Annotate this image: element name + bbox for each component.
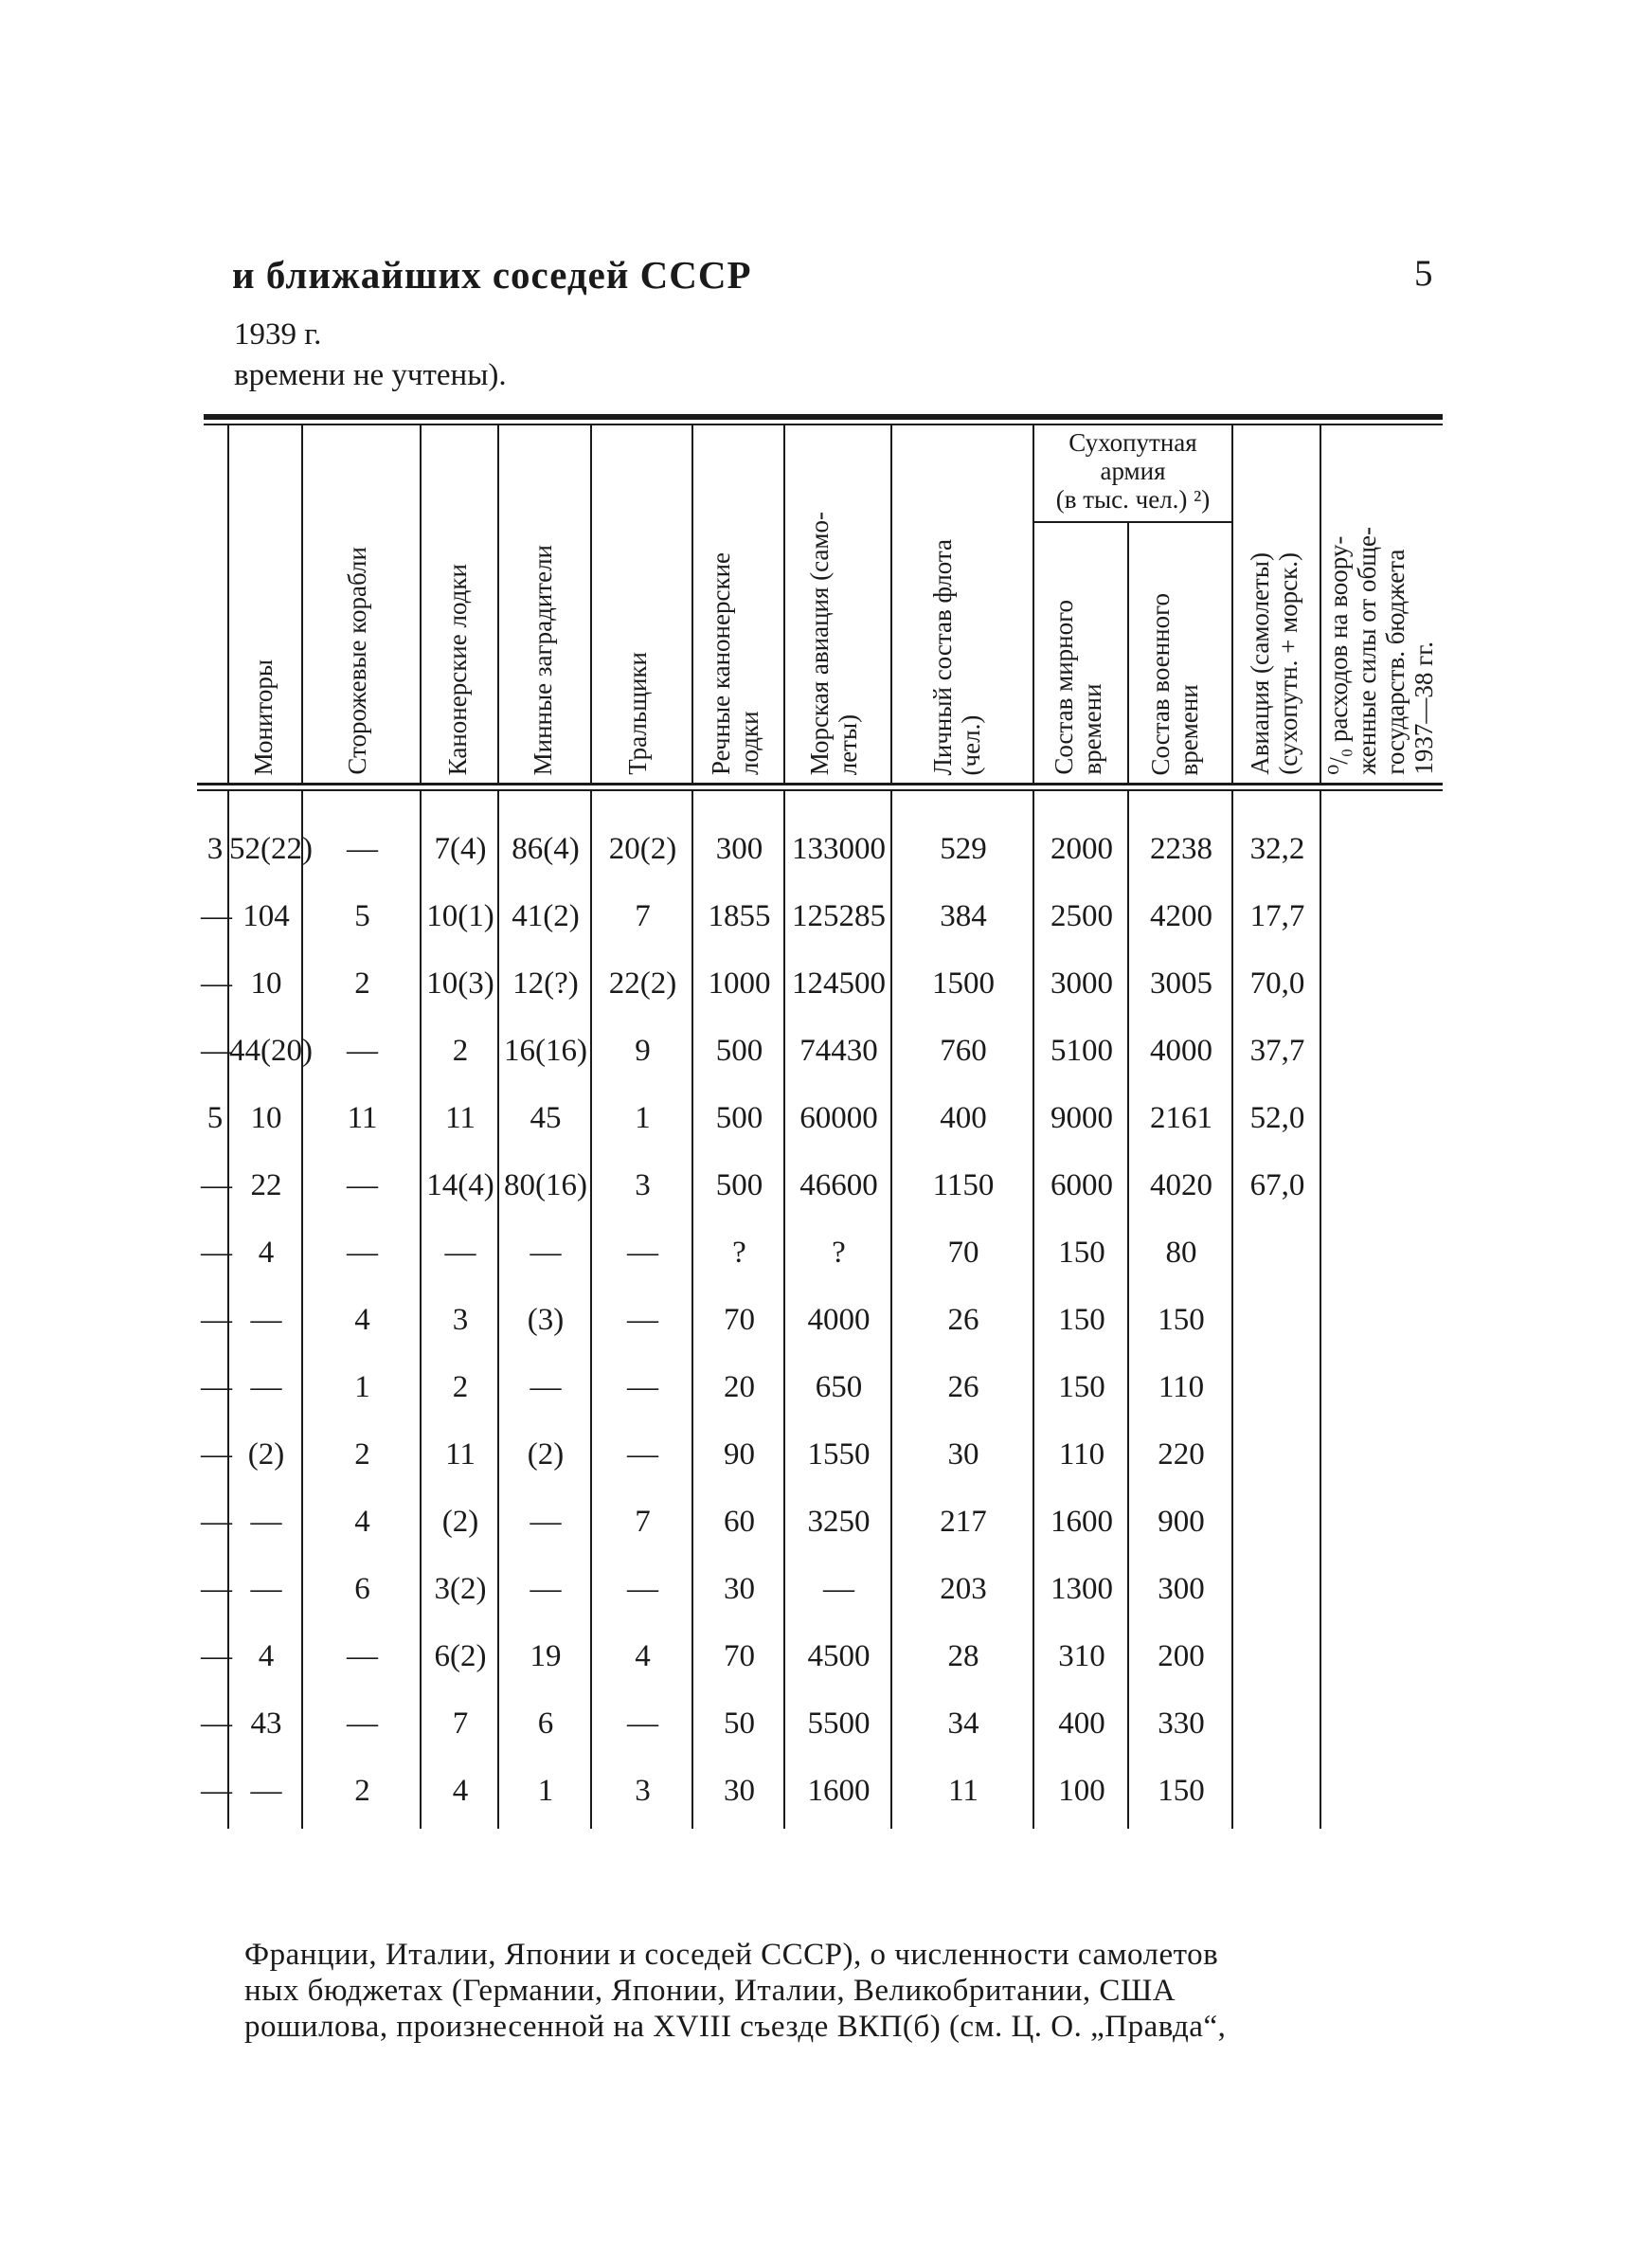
table-cell: 4 <box>354 1505 370 1539</box>
table-cell: 50 <box>724 1706 755 1741</box>
table-cell: 45 <box>530 1101 562 1135</box>
table-cell: 203 <box>940 1572 987 1606</box>
table-cell: 110 <box>1158 1370 1205 1404</box>
table-cell: — <box>201 1236 232 1270</box>
table-cell: 52,0 <box>1249 1101 1305 1135</box>
table-cell: 2 <box>354 1437 370 1472</box>
table-cell: 9 <box>635 1034 651 1068</box>
table-cell: 26 <box>947 1303 979 1337</box>
table-cell: 3 <box>635 1168 651 1202</box>
header-col-divider <box>890 425 892 783</box>
table-cell: 5 <box>354 899 370 933</box>
table-cell <box>1233 1772 1321 1810</box>
header-col-divider <box>1127 523 1129 783</box>
table-cell: 67,0 <box>1249 1168 1305 1202</box>
table-cell: 60000 <box>799 1101 878 1135</box>
table-cell: 2 <box>452 1370 469 1404</box>
table-cell: 150 <box>1058 1236 1105 1270</box>
table-cell: 70 <box>724 1639 755 1673</box>
table-cell: 110 <box>1058 1437 1105 1472</box>
table-cell: — <box>201 1706 232 1741</box>
table-cell: 529 <box>940 832 987 866</box>
table-cell: 1 <box>537 1774 554 1808</box>
table-cell: 3 <box>452 1303 469 1337</box>
table-cell: 26 <box>947 1370 979 1404</box>
table-cell: (2) <box>247 1437 285 1472</box>
table-cell: 70 <box>724 1303 755 1337</box>
table-cell: 1300 <box>1050 1572 1113 1606</box>
header-monitors: Мониторы <box>249 659 278 775</box>
table-cell <box>1233 1503 1321 1541</box>
table-cell <box>1233 1368 1321 1406</box>
table-cell: 6 <box>354 1572 370 1606</box>
table-cell: 760 <box>940 1034 987 1068</box>
table-cell: 150 <box>1058 1303 1105 1337</box>
table-cell: 43 <box>250 1706 282 1741</box>
table-cell: — <box>201 1572 232 1606</box>
table-cell: — <box>201 1034 232 1068</box>
table-cell: 384 <box>940 899 987 933</box>
footnote-line: Франции, Италии, Японии и соседей СССР), о численности самолетов <box>244 1938 1219 1972</box>
table-cell: — <box>201 1639 232 1673</box>
table-cell: 30 <box>724 1774 755 1808</box>
table-cell: 86(4) <box>512 832 580 866</box>
table-cell: 7 <box>635 1505 651 1539</box>
table-cell: 150 <box>1158 1303 1205 1337</box>
table-cell: 70 <box>947 1236 979 1270</box>
table-cell: — <box>201 1774 232 1808</box>
table-cell: 7 <box>635 899 651 933</box>
header-minelayers: Минные заградители <box>529 544 557 775</box>
table-cell: — <box>530 1505 562 1539</box>
table-cell: 4000 <box>1150 1034 1212 1068</box>
table-cell: ? <box>832 1236 846 1270</box>
table-cell: — <box>250 1774 282 1808</box>
table-cell: 2 <box>354 1774 370 1808</box>
table-cell: 1600 <box>807 1774 871 1808</box>
table-cell: — <box>347 1706 378 1741</box>
table-cell: 5100 <box>1050 1034 1113 1068</box>
table-cell: 125285 <box>792 899 886 933</box>
table-cell: 4200 <box>1150 899 1212 933</box>
table-cell: 217 <box>940 1505 987 1539</box>
table-cell: — <box>530 1236 562 1270</box>
table-cell: 150 <box>1058 1370 1105 1404</box>
header-river-gunboats: Речные канонерские лодки <box>707 552 763 775</box>
table-cell: 500 <box>715 1168 763 1202</box>
table-cell: 200 <box>1158 1639 1205 1673</box>
table-cell: 22(2) <box>608 966 677 1001</box>
header-fleet-personnel: Личный состав флота (чел.) <box>928 538 985 775</box>
header-land-army-group: Сухопутная армия (в тыс. чел.) ²) <box>1055 428 1211 514</box>
table-cell: 330 <box>1158 1706 1205 1741</box>
table-cell: 300 <box>1158 1572 1205 1606</box>
footnote-line: ных бюджетах (Германии, Японии, Италии, Великобритании, США <box>244 1974 1176 2008</box>
header-bottom-rule <box>197 783 1443 785</box>
table-cell: 70,0 <box>1249 966 1305 1001</box>
table-cell: 52(22) <box>229 832 313 866</box>
header-patrol-ships: Сторожевые корабли <box>343 547 371 775</box>
page-title: и ближайших соседей СССР <box>232 253 752 297</box>
header-gunboats: Канонерские лодки <box>443 563 472 775</box>
table-cell <box>1233 1637 1321 1675</box>
table-cell: — <box>347 1168 378 1202</box>
table-cell: 7(4) <box>434 832 487 866</box>
table-cell: 100 <box>1058 1774 1105 1808</box>
subtitle-year: 1939 г. <box>234 317 322 352</box>
table-cell: 6000 <box>1050 1168 1113 1202</box>
table-cell: 4000 <box>807 1303 871 1337</box>
table-cell: 20 <box>724 1370 755 1404</box>
table-cell: — <box>250 1370 282 1404</box>
table-cell: 30 <box>724 1572 755 1606</box>
table-cell: 3 <box>206 832 224 866</box>
header-col-divider <box>1320 425 1321 783</box>
table-cell: — <box>201 1303 232 1337</box>
table-cell: 1855 <box>708 899 771 933</box>
table-cell: 3 <box>635 1774 651 1808</box>
table-cell: — <box>627 1706 658 1741</box>
header-peacetime-strength: Состав мирного времени <box>1050 600 1106 775</box>
table-cell: 44(20) <box>229 1034 313 1068</box>
table-cell: 20(2) <box>608 832 677 866</box>
header-col-divider <box>590 425 592 783</box>
table-cell: 46600 <box>799 1168 878 1202</box>
table-cell: 4 <box>452 1774 469 1808</box>
table-cell: — <box>201 1437 232 1472</box>
table-cell: 22 <box>250 1168 282 1202</box>
table-cell: 11 <box>445 1101 476 1135</box>
table-cell: 2500 <box>1050 899 1113 933</box>
table-cell: 4500 <box>807 1639 871 1673</box>
table-cell: 11 <box>948 1774 979 1808</box>
table-top-rule-thin <box>204 424 1443 425</box>
table-cell: 34 <box>947 1706 979 1741</box>
table-cell: — <box>347 832 378 866</box>
table-cell: 1000 <box>708 966 771 1001</box>
table-cell: 30 <box>947 1437 979 1472</box>
table-cell: (3) <box>527 1303 565 1337</box>
table-cell: 9000 <box>1050 1101 1113 1135</box>
table-cell: — <box>250 1303 282 1337</box>
table-cell: 4 <box>258 1236 275 1270</box>
table-cell: 41(2) <box>512 899 580 933</box>
table-cell: — <box>201 1168 232 1202</box>
header-trawlers: Тральщики <box>623 652 652 775</box>
header-col-divider <box>301 425 303 783</box>
table-cell: (2) <box>527 1437 565 1472</box>
table-cell: 300 <box>715 832 763 866</box>
table-cell <box>1233 1705 1321 1742</box>
table-cell: — <box>201 1505 232 1539</box>
table-cell <box>1233 1301 1321 1339</box>
table-cell: — <box>250 1505 282 1539</box>
table-cell: — <box>444 1236 476 1270</box>
table-cell: 37,7 <box>1249 1034 1305 1068</box>
subtitle-note: времени не учтены). <box>234 358 507 392</box>
header-naval-aviation: Морская авиация (само- леты) <box>805 511 862 775</box>
table-cell <box>1233 1570 1321 1608</box>
table-cell: 60 <box>724 1505 755 1539</box>
table-cell: 80(16) <box>504 1168 587 1202</box>
table-cell: — <box>530 1572 562 1606</box>
header-col-divider <box>783 425 785 783</box>
table-cell: 14(4) <box>426 1168 494 1202</box>
table-cell: 104 <box>242 899 290 933</box>
footnote-line: рошилова, произнесенной на XVIII съезде ВКП(б) (см. Ц. О. „Правда“, <box>244 2010 1227 2044</box>
table-cell: 16(16) <box>504 1034 587 1068</box>
header-col-divider <box>420 425 422 783</box>
table-cell: 3(2) <box>434 1572 487 1606</box>
table-cell: 2 <box>452 1034 469 1068</box>
table-cell: — <box>627 1236 658 1270</box>
table-cell: 19 <box>530 1639 562 1673</box>
table-cell: 500 <box>715 1101 763 1135</box>
table-cell: 133000 <box>792 832 886 866</box>
table-cell <box>1233 1435 1321 1473</box>
table-cell: 32,2 <box>1249 832 1305 866</box>
table-cell: — <box>201 899 232 933</box>
table-cell: 3250 <box>807 1505 871 1539</box>
page-number: 5 <box>1414 253 1433 294</box>
table-cell: 10(3) <box>426 966 494 1001</box>
table-cell: 400 <box>940 1101 987 1135</box>
table-cell: 1150 <box>932 1168 995 1202</box>
header-col-divider <box>691 425 693 783</box>
table-cell: — <box>347 1236 378 1270</box>
table-cell: 11 <box>445 1437 476 1472</box>
table-cell: ? <box>732 1236 746 1270</box>
table-cell: 4 <box>635 1639 651 1673</box>
table-cell: — <box>347 1639 378 1673</box>
table-cell: 17,7 <box>1249 899 1305 933</box>
header-wartime-strength: Состав военного времени <box>1146 592 1203 775</box>
table-cell: 1500 <box>932 966 995 1001</box>
table-cell: 7 <box>452 1706 469 1741</box>
table-cell: 5 <box>206 1101 224 1135</box>
table-cell: 2000 <box>1050 832 1113 866</box>
table-cell: 1 <box>635 1101 651 1135</box>
table-cell: 2 <box>354 966 370 1001</box>
table-cell: 310 <box>1058 1639 1105 1673</box>
table-cell: 6(2) <box>434 1639 487 1673</box>
table-cell: 80 <box>1165 1236 1197 1270</box>
table-cell: — <box>627 1303 658 1337</box>
table-cell: 500 <box>715 1034 763 1068</box>
table-cell: (2) <box>441 1505 479 1539</box>
table-cell: 10 <box>250 966 282 1001</box>
table-cell: — <box>201 966 232 1001</box>
table-cell: 11 <box>347 1101 378 1135</box>
table-cell: 12(?) <box>512 966 579 1001</box>
table-cell <box>1233 1234 1321 1272</box>
table-cell: — <box>627 1370 658 1404</box>
table-cell: 4 <box>258 1639 275 1673</box>
table-cell: — <box>823 1572 854 1606</box>
table-cell: 90 <box>724 1437 755 1472</box>
table-cell: 150 <box>1158 1774 1205 1808</box>
header-bottom-rule-thin <box>197 789 1443 791</box>
group-header-rule <box>1034 521 1231 523</box>
table-cell: 1600 <box>1050 1505 1113 1539</box>
table-cell: 650 <box>815 1370 863 1404</box>
table-cell: 1550 <box>807 1437 871 1472</box>
header-col-divider <box>497 425 499 783</box>
table-cell: 4 <box>354 1303 370 1337</box>
table-cell: 124500 <box>792 966 886 1001</box>
table-cell: 10(1) <box>426 899 494 933</box>
table-cell: 28 <box>947 1639 979 1673</box>
header-aviation-total: Авиация (самолеты) (сухопутн. + морск.) <box>1246 552 1302 775</box>
header-military-budget-share: ⁰/₀ расходов на воору- женные силы от обще- государств. бюджета 1937—38 гг. <box>1324 527 1438 775</box>
table-cell: 1 <box>354 1370 370 1404</box>
table-cell: — <box>347 1034 378 1068</box>
table-cell: — <box>627 1437 658 1472</box>
table-cell: 3000 <box>1050 966 1113 1001</box>
table-cell: 4020 <box>1150 1168 1212 1202</box>
table-cell: — <box>627 1572 658 1606</box>
header-col-divider <box>227 425 229 783</box>
table-cell: 2238 <box>1150 832 1212 866</box>
table-cell: 74430 <box>799 1034 878 1068</box>
table-cell: — <box>201 1370 232 1404</box>
header-col-divider <box>1231 425 1233 783</box>
table-top-rule <box>204 414 1443 420</box>
table-cell: 3005 <box>1150 966 1212 1001</box>
table-cell: 2161 <box>1150 1101 1212 1135</box>
table-cell: 5500 <box>807 1706 871 1741</box>
table-cell: 400 <box>1058 1706 1105 1741</box>
table-cell: 900 <box>1158 1505 1205 1539</box>
table-cell: 10 <box>250 1101 282 1135</box>
table-cell: 6 <box>537 1706 554 1741</box>
table-cell: — <box>250 1572 282 1606</box>
table-cell: 220 <box>1158 1437 1205 1472</box>
table-cell: — <box>530 1370 562 1404</box>
